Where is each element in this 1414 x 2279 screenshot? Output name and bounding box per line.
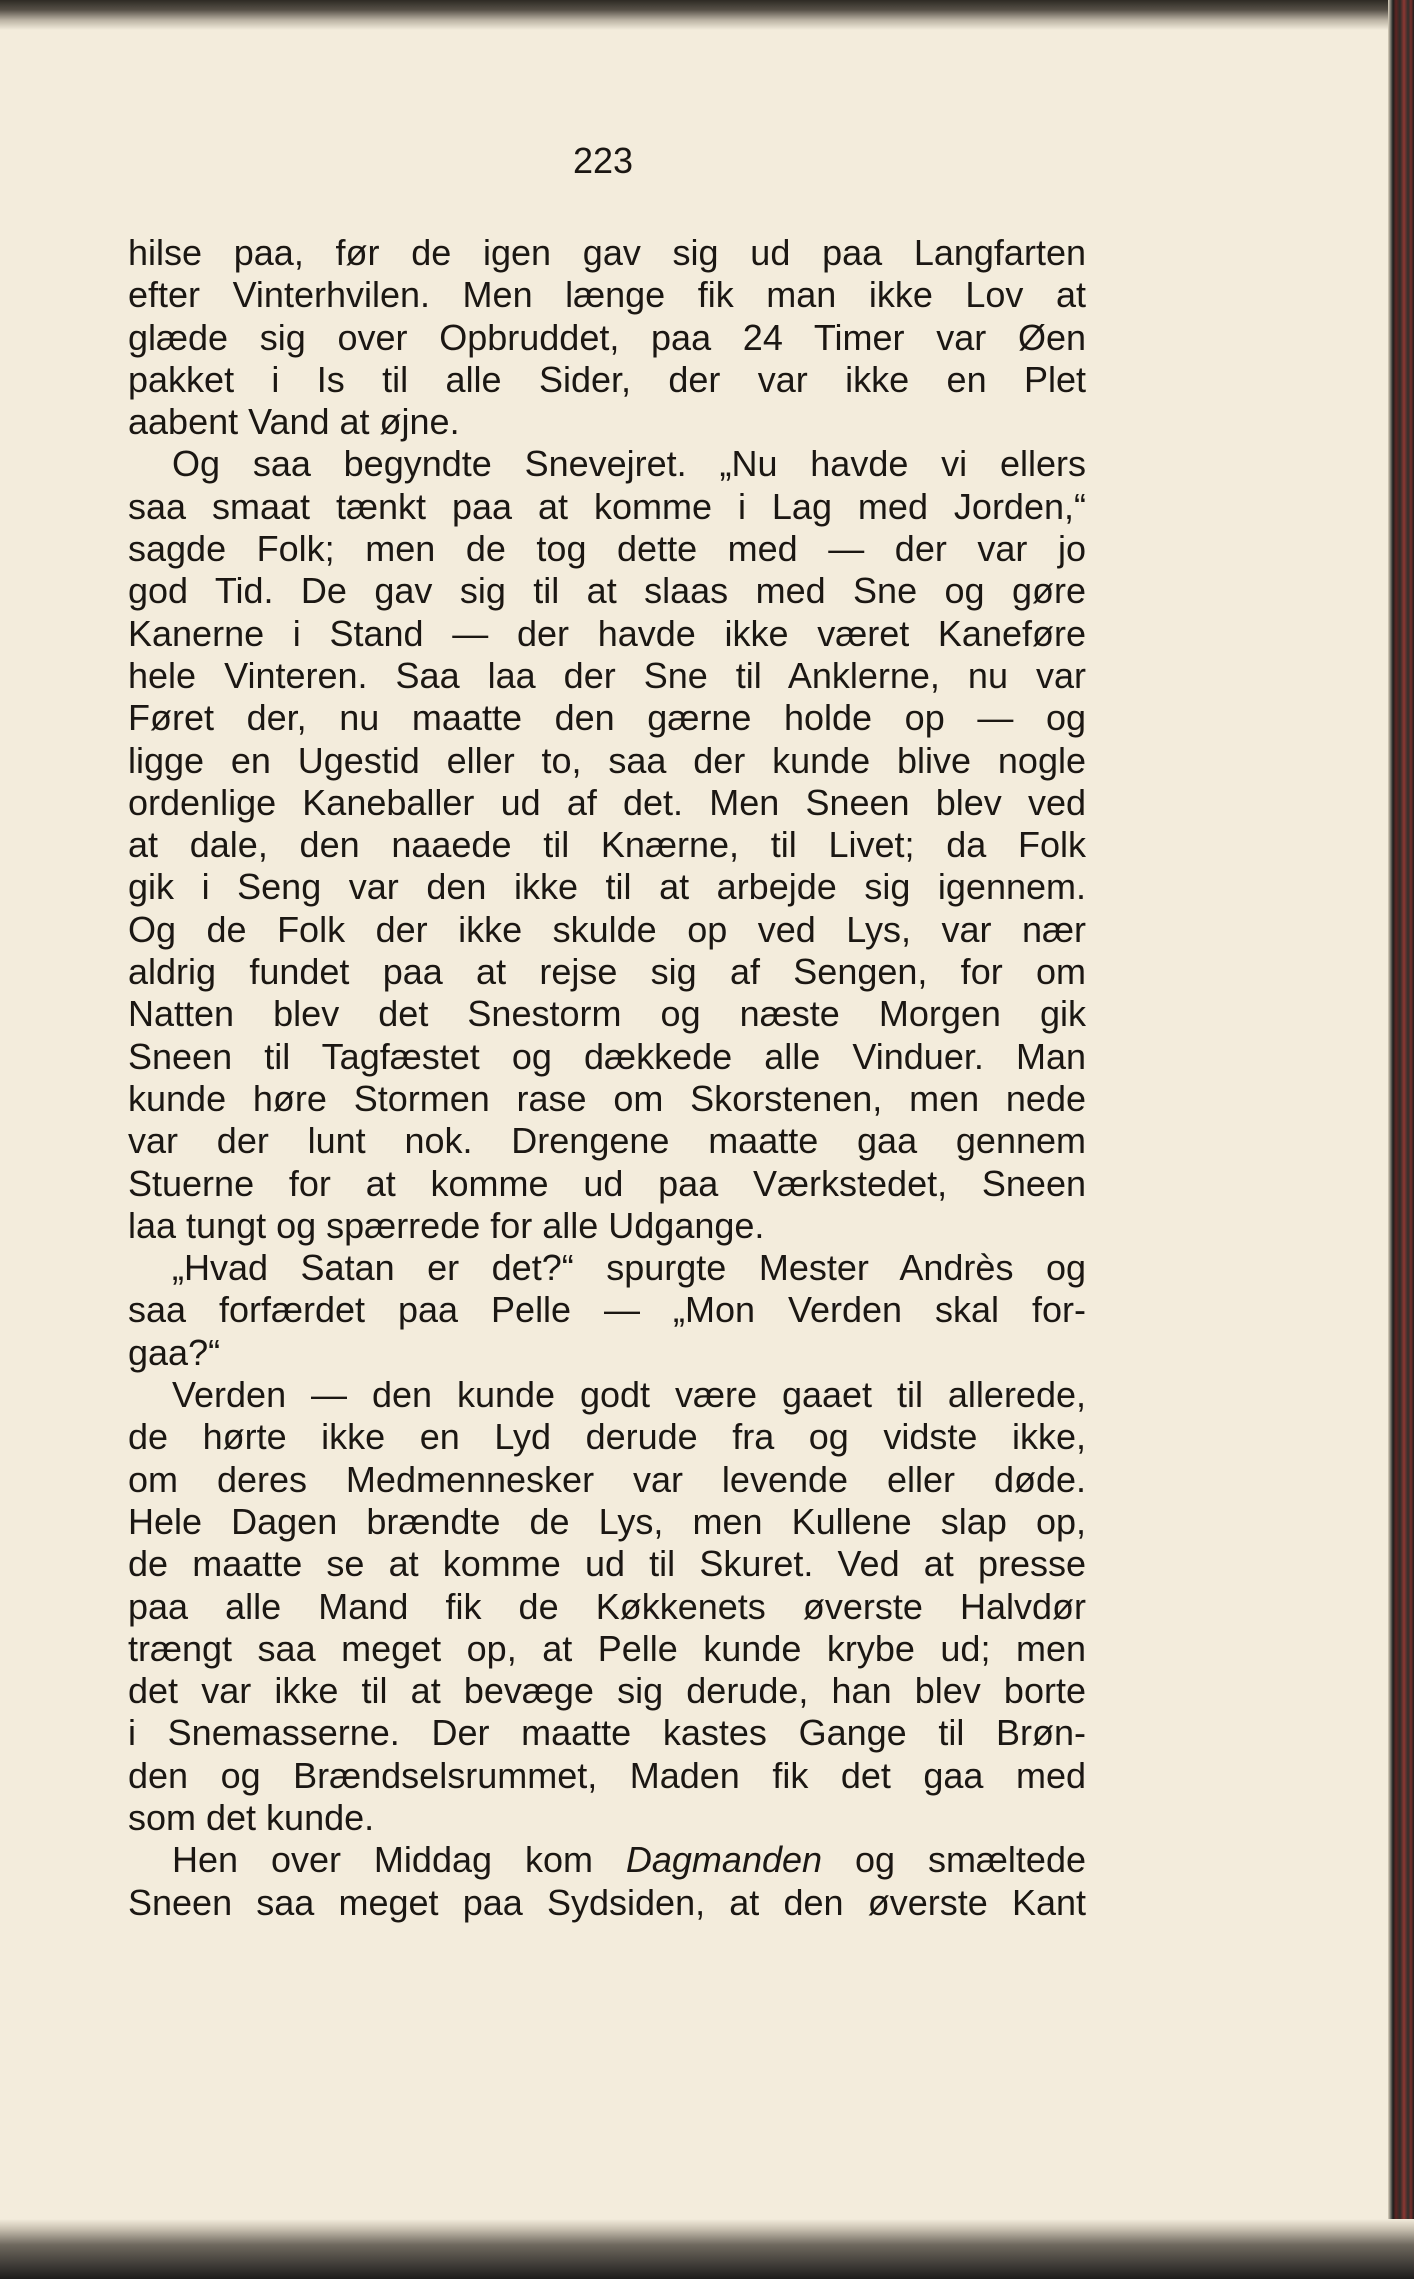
text-line: saa smaat tænkt paa at komme i Lag med Jorden,“ (128, 485, 1086, 527)
page-number: 223 (572, 140, 634, 181)
text-line: kunde høre Stormen rase om Skorstenen, men nede (128, 1077, 1086, 1119)
text-line: Verden — den kunde godt være gaaet til allerede, (172, 1374, 1086, 1416)
text-line: glæde sig over Opbruddet, paa 24 Timer var Øen (128, 316, 1086, 358)
text-fragment: og smæltede (822, 1839, 1086, 1881)
text-line: at dale, den naaede til Knærne, til Livet; da Folk (128, 824, 1086, 866)
text-line: sagde Folk; men de tog dette med — der var jo (128, 528, 1086, 570)
text-fragment: Hen over Middag kom (172, 1839, 626, 1881)
text-line: i Snemasserne. Der maatte kastes Gange til Brøn- (128, 1712, 1086, 1754)
page-top-edge (0, 0, 1414, 30)
text-line: om deres Medmennesker var levende eller døde. (128, 1458, 1086, 1500)
text-line: aldrig fundet paa at rejse sig af Sengen, for om (128, 951, 1086, 993)
text-line: pakket i Is til alle Sider, der var ikke en Plet (128, 358, 1086, 400)
text-line: Og saa begyndte Snevejret. „Nu havde vi ellers (172, 443, 1086, 485)
text-line: gaa?“ (128, 1331, 221, 1373)
text-line: det var ikke til at bevæge sig derude, han blev borte (128, 1670, 1086, 1712)
text-line: paa alle Mand fik de Køkkenets øverste Halvdør (128, 1585, 1086, 1627)
text-line: ordenlige Kaneballer ud af det. Men Sneen blev ved (128, 781, 1086, 823)
text-line: de maatte se at komme ud til Skuret. Ved at presse (128, 1543, 1086, 1585)
text-line: hilse paa, før de igen gav sig ud paa Langfarten (128, 232, 1086, 273)
text-line: Og de Folk der ikke skulde op ved Lys, var nær (128, 908, 1086, 950)
text-line: var der lunt nok. Drengene maatte gaa gennem (128, 1120, 1086, 1162)
text-line: den og Brændselsrummet, Maden fik det gaa med (128, 1754, 1086, 1796)
italic-word: Dagmanden (625, 1839, 823, 1881)
text-line: „Hvad Satan er det?“ spurgte Mester Andrès og (172, 1247, 1086, 1289)
page-right-edge (1388, 0, 1414, 2279)
text-line: Føret der, nu maatte den gærne holde op — og (128, 697, 1086, 739)
text-line: Hele Dagen brændte de Lys, men Kullene slap op, (128, 1500, 1086, 1542)
text-line-italic (128, 1839, 1086, 1881)
text-line: trængt saa meget op, at Pelle kunde krybe ud; men (128, 1627, 1086, 1669)
text-line: Kanerne i Stand — der havde ikke været Kaneføre (128, 612, 1086, 654)
text-line: som det kunde. (128, 1796, 375, 1838)
text-line: de hørte ikke en Lyd derude fra og vidste ikke, (128, 1416, 1086, 1458)
body-text (128, 232, 1086, 1924)
text-line: Natten blev det Snestorm og næste Morgen gik (128, 993, 1086, 1035)
text-line: gik i Seng var den ikke til at arbejde sig igennem. (128, 866, 1086, 908)
text-line: Sneen saa meget paa Sydsiden, at den øverste Kant (128, 1881, 1086, 1923)
text-line: efter Vinterhvilen. Men længe fik man ikke Lov at (128, 274, 1086, 316)
text-line: Stuerne for at komme ud paa Værkstedet, Sneen (128, 1162, 1086, 1204)
text-line: hele Vinteren. Saa laa der Sne til Anklerne, nu var (128, 654, 1086, 696)
text-line: saa forfærdet paa Pelle — „Mon Verden skal for- (128, 1289, 1086, 1331)
page-bottom-edge (0, 2219, 1414, 2279)
text-line: aabent Vand at øjne. (128, 401, 460, 443)
text-line: laa tungt og spærrede for alle Udgange. (128, 1204, 765, 1246)
text-line: Sneen til Tagfæstet og dækkede alle Vinduer. Man (128, 1035, 1086, 1077)
text-line: god Tid. De gav sig til at slaas med Sne og gøre (128, 570, 1086, 612)
text-line: ligge en Ugestid eller to, saa der kunde blive nogle (128, 739, 1086, 781)
